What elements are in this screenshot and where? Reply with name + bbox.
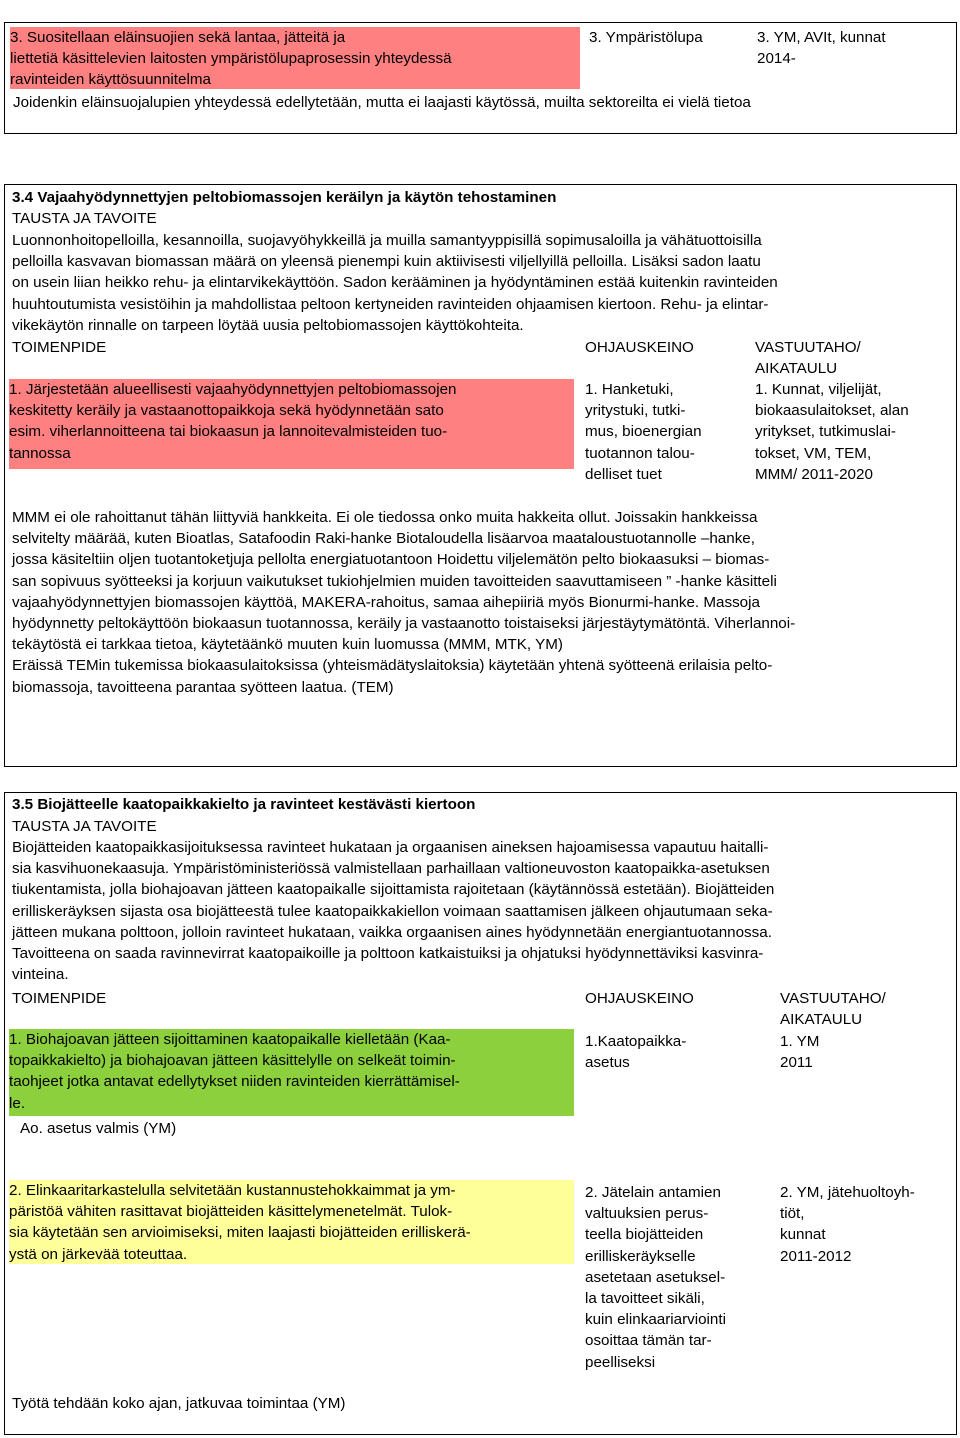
instrument-1-cell: 1. Hanketuki, yritystuki, tutki- mus, bioenergian tuotannon talou- delliset tuet (585, 381, 702, 483)
column-header-instrument: OHJAUSKEINO (585, 990, 694, 1007)
section-3-5-background-heading: TAUSTA JA TAVOITE (12, 818, 157, 835)
section-3-4-background-heading: TAUSTA JA TAVOITE (12, 210, 157, 227)
section-3-5 (4, 792, 957, 1435)
section-3-5-title: 3.5 Biojätteelle kaatopaikkakielto ja ravinteet kestävästi kiertoon (12, 796, 476, 813)
section-3-5-background-text: Biojätteiden kaatopaikkasijoituksessa ravinteet hukataan ja orgaanisen aineksen hajoamisessa vapautuu haitalli- sia kasvihuonekaasuja. Ympäristöministeriössä valmistellaan parhaillaan valtioneuvoston kaatopaikka-asetuksen tiukentamista, jolla biohajoavan jätteen kaatopaikalle sijoittamista rajoitetaan (käytännössä estetään). Biojätteiden erilliskeräyksen sijasta osa biojätteestä tulee kaatopaikkakiellon voimaan saattamisen jälkeen ohjautumaan seka- jätteen mukana polttoon, jolloin ravinteet hukataan, vaikka orgaanisen aines hyödynnetään energiantuotannossa. Tavoitteena on saada ravinnevirrat kaatopaikoille ja polttoon katkaistuiksi ja ohjatuksi hyödynnettäviksi kasvinra- vinteina. (12, 839, 775, 984)
column-header-action: TOIMENPIDE (12, 339, 107, 356)
responsible-2-cell: 2. YM, jätehuoltoyh- tiöt, kunnat 2011-2012 (780, 1184, 915, 1265)
section-3-4-background-text: Luonnonhoitopelloilla, kesannoilla, suojavyöhykkeillä ja muilla samantyyppisillä sopimusaloilla ja vähätuottoisilla pelloilla kasvavan biomassan määrä on yleensä pienempi kuin aktiivisesti viljellyillä pelloilla. Lisäksi sadon laatu on usein liian heikko rehu- ja elintarvikekäyttöön. Sadon kerääminen ja hyödyntäminen estää kuitenkin ravinteiden huuhtoutumista vesistöihin ja mahdollistaa peltoon kertyneiden ravinteiden ohjaamisen kiertoon. Rehu- ja elintar- vikekäytön rinnalle on tarpeen löytää uusia peltobiomassojen käyttökohteita. (12, 232, 778, 334)
section-3-4-title: 3.4 Vajaahyödynnettyjen peltobiomassojen keräilyn ja käytön tehostaminen (12, 189, 557, 206)
responsible-3-cell: 3. YM, AVIt, kunnat 2014- (757, 29, 886, 68)
status-note-3: Joidenkin eläinsuojalupien yhteydessä edellytetään, mutta ei laajasti käytössä, muilta sektoreilta ei vielä tietoa (13, 94, 751, 111)
action-1-note: Ao. asetus valmis (YM) (20, 1120, 177, 1137)
table-item-3 (4, 22, 957, 134)
column-header-responsible: VASTUUTAHO/ AIKATAULU (780, 990, 886, 1029)
instrument-3-cell: 3. Ympäristölupa (589, 29, 703, 46)
responsible-1-cell: 1. Kunnat, viljelijät, biokaasulaitokset, alan yritykset, tutkimuslai- tokset, VM, TEM, MMM/ 2011-2020 (755, 381, 909, 483)
instrument-2-cell: 2. Jätelain antamien valtuuksien perus- teella biojätteiden erilliskeräykselle asetetaan asetuksel- la tavoitteet sikäli, kuin elinkaariarviointi osoittaa tämän tar- peelliseksi (585, 1184, 726, 1371)
section-3-4 (4, 184, 957, 767)
column-header-responsible: VASTUUTAHO/ AIKATAULU (755, 339, 861, 378)
status-text-3-4: MMM ei ole rahoittanut tähän liittyviä hankkeita. Ei ole tiedossa onko muita hakkeita ollut. Joissakin hankkeissa selvitelty määrää, kuten Bioatlas, Satafoodin Raki-hanke Biotaloudella lisäarvoa maataloustuotannolle –hanke, jossa käsiteltiin oljen tuotantoketjuja pellolta energiatuotantoon Hoidettu viljelemätön pelto biokaasuksi – biomas- san sopivuus syötteeksi ja korjuun vaikutukset tukiohjelmien muiden tavoitteiden saavuttamiseen ” -hanke käsitteli vajaahyödynnettyjen biomassojen käyttöä, MAKERA-rahoitus, samaa aihepiiriä myös Bionurmi-hanke. Massoja hyödynnetty peltokäyttöön biokaasun tuotannossa, keräily ja vastaanotto toistaiseksi järjestäytymätöntä. Viherlannoi- tekäytöstä ei tarkkaa tietoa, käytetäänkö muuten kuin luomussa (MMM, MTK, YM) Eräissä TEMin tukemissa biokaasulaitoksissa (yhteismädätyslaitoksia) käytetään yhtenä syötteenä erilaisia pelto- biomassoja, tavoitteena parantaa syötteen laatua. (TEM) (12, 509, 796, 696)
action-1-cell: 1. Biohajoavan jätteen sijoittaminen kaatopaikalle kielletään (Kaa- topaikkakielto) ja biohajoavan jätteen käsittelylle on selkeät toimin- taohjeet jotka antavat edellytykset niiden ravinteiden kierrättämisel- le. (9, 1029, 574, 1116)
action-2-cell: 2. Elinkaaritarkastelulla selvitetään kustannustehokkaimmat ja ym- päristöä vähiten rasittavat biojätteiden käsittelymenetelmät. Tulok- sia käytetään sen arvioimiseksi, miten laajasti biojätteiden erilliskerä- ystä on järkevää toteuttaa. (9, 1180, 574, 1264)
instrument-1-cell: 1.Kaatopaikka- asetus (585, 1033, 687, 1072)
column-header-action: TOIMENPIDE (12, 990, 107, 1007)
column-header-instrument: OHJAUSKEINO (585, 339, 694, 356)
action-1-cell: 1. Järjestetään alueellisesti vajaahyödynnettyjen peltobiomassojen keskitetty keräily ja vastaanottopaikkoja sekä hyödynnetään sato esim. viherlannoitteena tai biokaasun ja lannoitevalmisteiden tuo- tannossa (9, 379, 574, 469)
responsible-1-cell: 1. YM 2011 (780, 1033, 820, 1072)
action-3-cell: 3. Suositellaan eläinsuojien sekä lantaa, jätteitä ja liettetiä käsittelevien laitosten ympäristölupaprosessin yhteydessä ravinteiden käyttösuunnitelma (10, 27, 580, 89)
action-2-note: Työtä tehdään koko ajan, jatkuvaa toimintaa (YM) (12, 1395, 346, 1412)
